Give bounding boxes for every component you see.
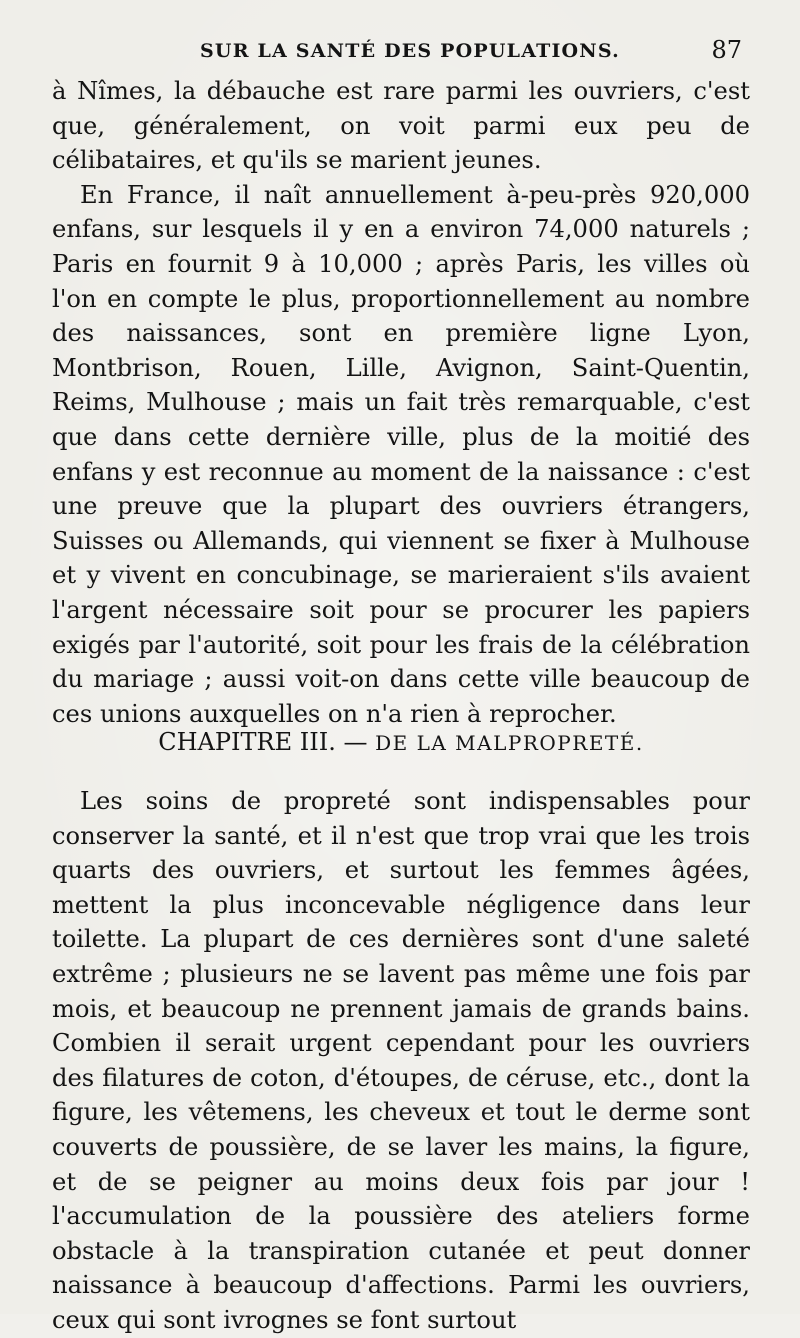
page-number: 87 xyxy=(711,36,742,64)
paragraph-continued: à Nîmes, la débauche est rare parmi les ouvriers, c'est que, généralement, on voit parmi eux peu de célibataires, et qu'ils se marient jeunes. xyxy=(52,77,750,175)
paragraph-cleanliness: Les soins de propreté sont indispensables pour conserver la santé, et il n'est que trop vrai que les trois quarts des ouvriers, et surtout les femmes âgées, mettent la plus inconcevable négligence dans leur toilette. La plupart de ces dernières sont d'une saleté extrême ; plusieurs ne se lavent pas même une fois par mois, et beaucoup ne prennent jamais de grands bains. Combien il serait urgent cependant pour les ouvriers des filatures de coton, d'étoupes, de céruse, etc., dont la figure, les vêtemens, les cheveux et tout le derme sont couverts de poussière, de se laver les mains, la figure, et de se peigner au moins deux fois par jour ! l'accumulation de la poussière des ateliers forme obstacle à la transpiration cutanée et peut donner naissance à beaucoup d'affections. Parmi les ouvriers, ceux qui sont ivrognes se font surtout xyxy=(52,787,750,1334)
chapter-number: CHAPITRE III. xyxy=(158,728,336,756)
running-head: SUR LA SANTÉ DES POPULATIONS. xyxy=(200,40,620,62)
body-text-top xyxy=(52,74,750,731)
chapter-subtitle: DE LA MALPROPRETÉ. xyxy=(375,731,644,755)
body-text-bottom xyxy=(52,784,750,1338)
page-header xyxy=(52,36,742,70)
chapter-dash: — xyxy=(343,728,368,756)
paragraph-births: En France, il naît annuellement à-peu-près 920,000 enfans, sur lesquels il y en a environ 74,000 naturels ; Paris en fournit 9 à 10,000 ; après Paris, les villes où l'on en compte le plus, proportionnellement au nombre des naissances, sont en première ligne Lyon, Montbrison, Rouen, Lille, Avignon, Saint-Quentin, Reims, Mulhouse ; mais un fait très remarquable, c'est que dans cette dernière ville, plus de la moitié des enfans y est reconnue au moment de la naissance : c'est une preuve que la plupart des ouvriers étrangers, Suisses ou Allemands, qui viennent se fixer à Mulhouse et y vivent en concubinage, se marieraient s'ils avaient l'argent nécessaire soit pour se procurer les papiers exigés par l'autorité, soit pour les frais de la célébration du mariage ; aussi voit-on dans cette ville beaucoup de ces unions auxquelles on n'a rien à reprocher. xyxy=(52,180,750,728)
chapter-heading xyxy=(52,728,750,756)
